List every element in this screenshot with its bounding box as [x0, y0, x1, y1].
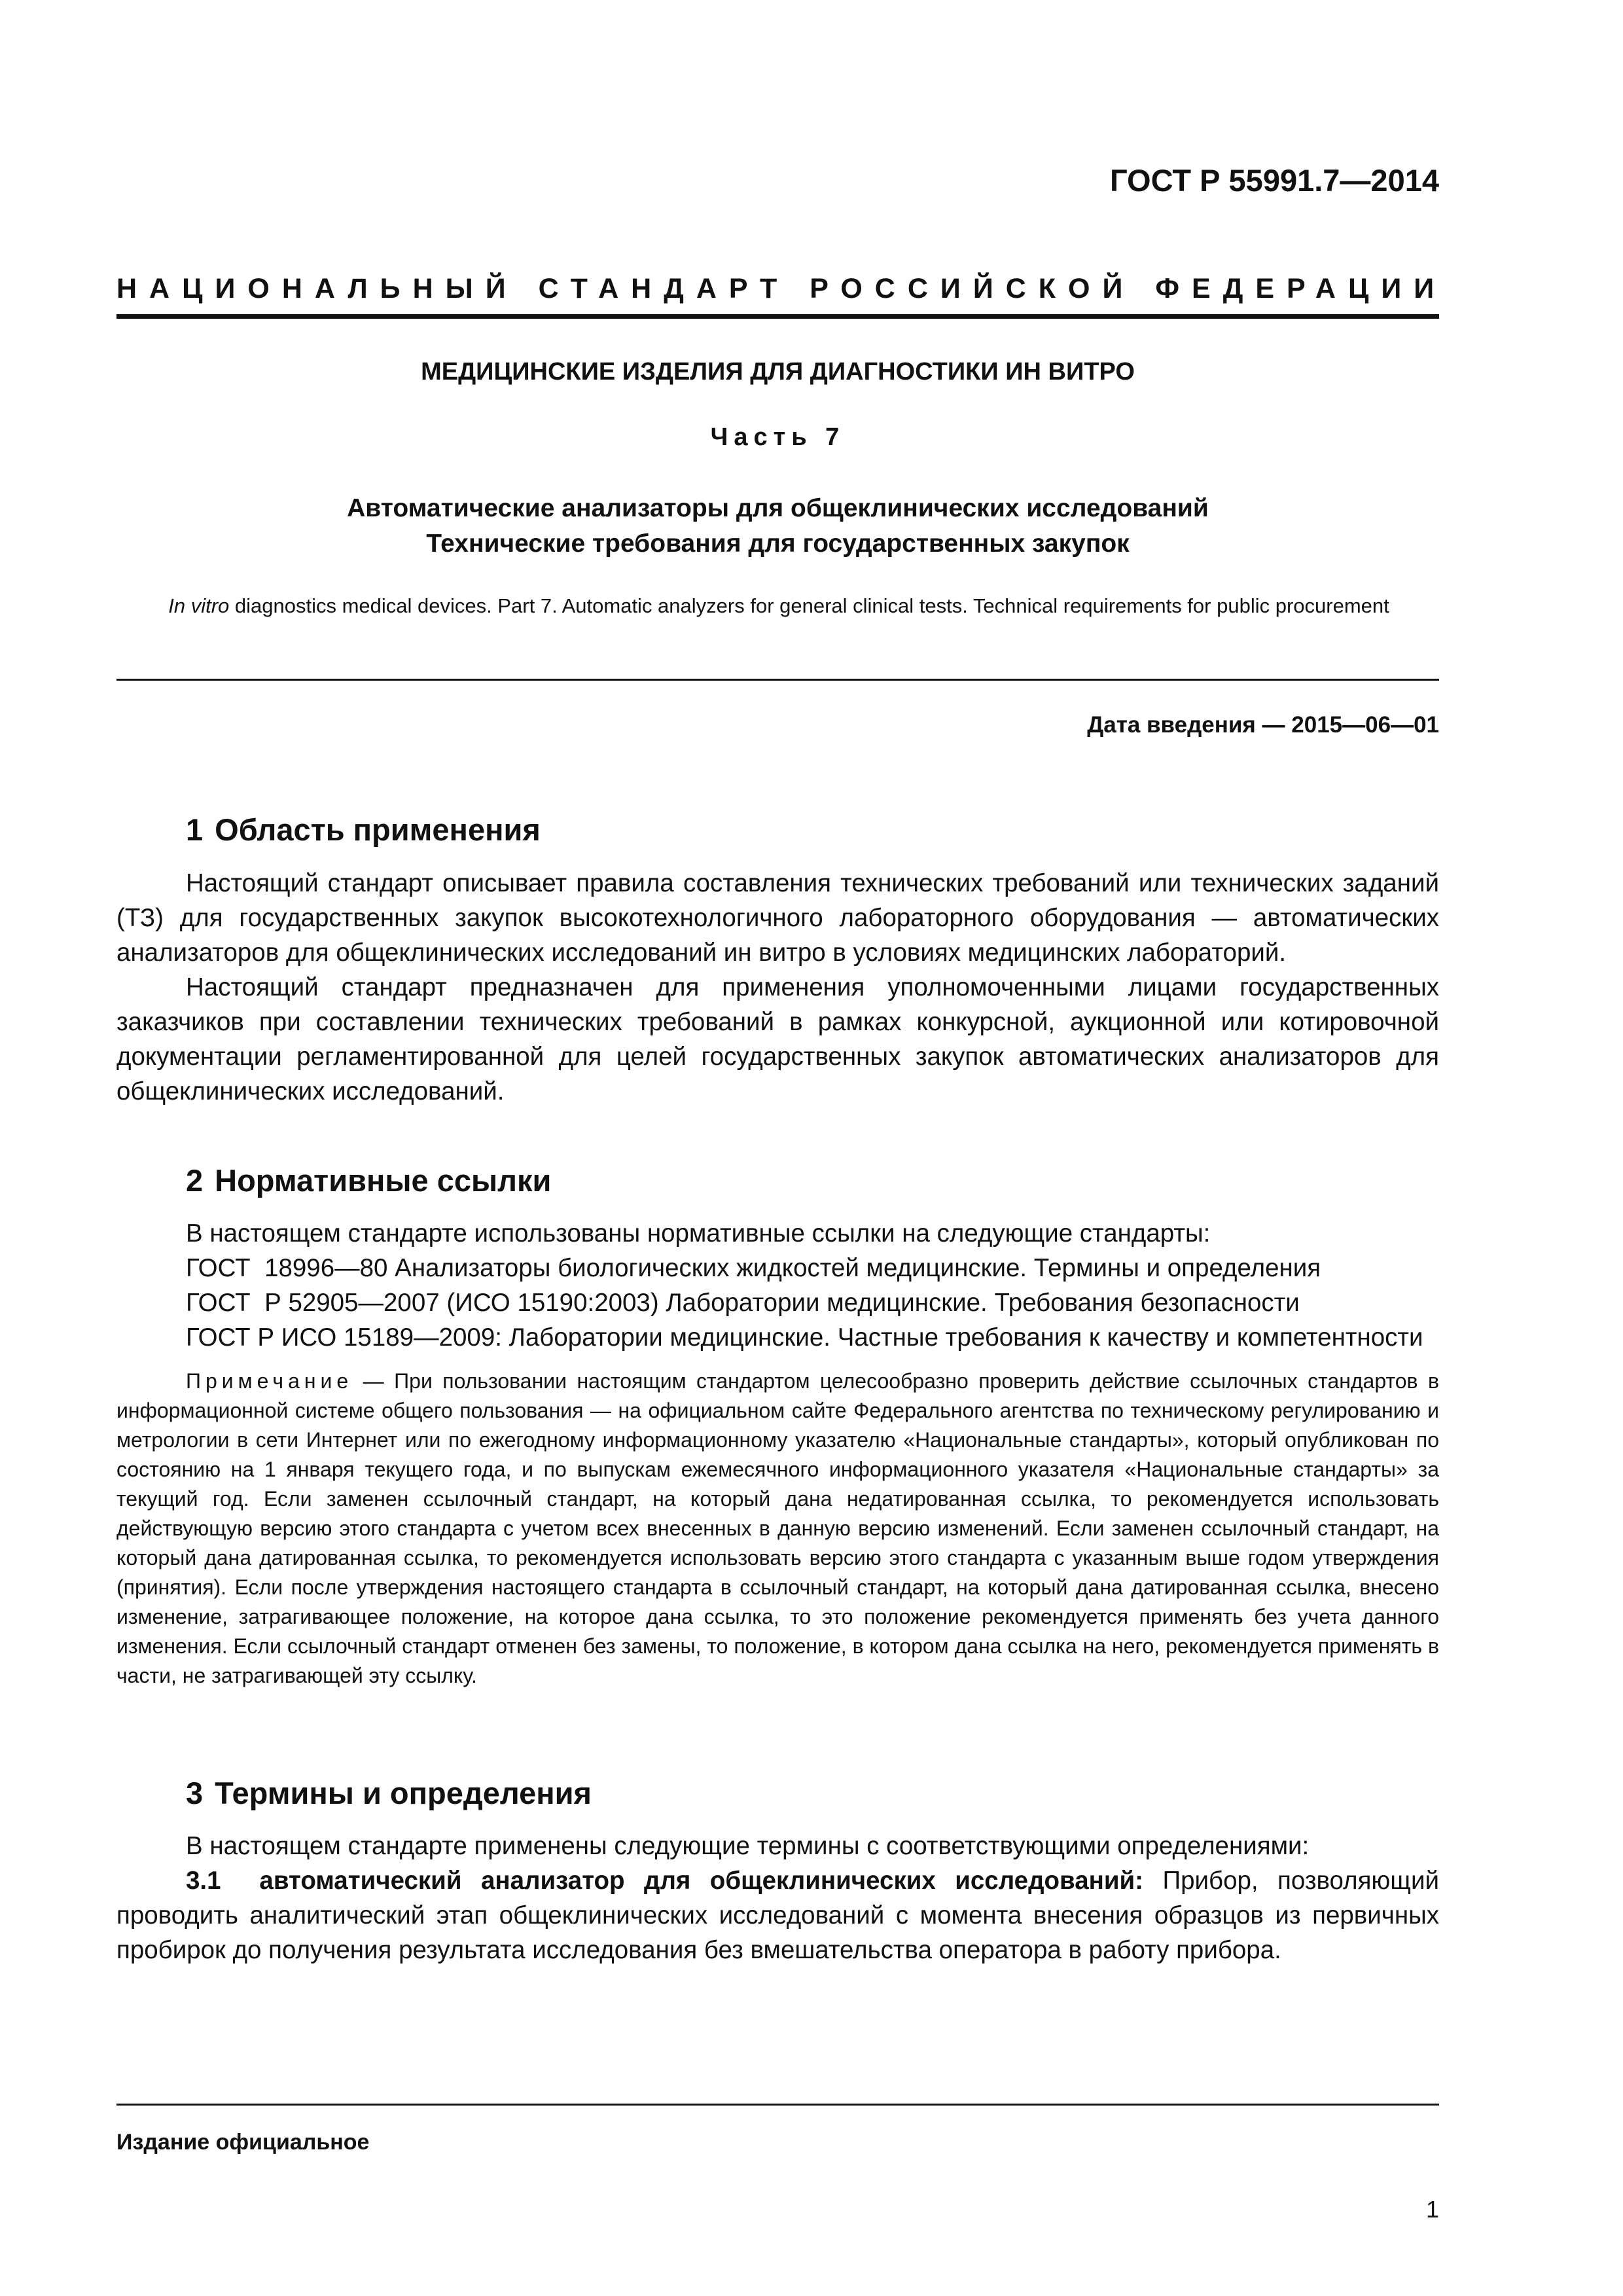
section-3-intro: В настоящем стандарте применены следующие термины с соответствующими определениями: [186, 1832, 1310, 1860]
header-rule [116, 314, 1439, 319]
english-title-text: diagnostics medical devices. Part 7. Automatic analyzers for general clinical tests. Technical requirements for public procurement [229, 594, 1389, 617]
subtitle-line-1: Автоматические анализаторы для общеклинических исследований [347, 494, 1209, 522]
part-title: Часть 7 [710, 423, 846, 451]
section-2-heading [186, 1162, 551, 1198]
term-3-1-term: автоматический анализатор для общеклинических исследований: [259, 1867, 1144, 1895]
section-3-body [116, 1829, 1439, 1967]
section-1-title: Область применения [215, 812, 541, 847]
section-1-heading [186, 812, 541, 848]
section-1-number: 1 [186, 812, 204, 847]
national-standard-heading: НАЦИОНАЛЬНЫЙ СТАНДАРТ РОССИЙСКОЙ ФЕДЕРАЦИИ [116, 273, 1447, 304]
page-number: 1 [1425, 2196, 1439, 2223]
section-1-paragraph-1: Настоящий стандарт описывает правила составления технических требований или технических заданий (ТЗ) для государственных закупок высокотехнологичного лабораторного оборудования — автоматических анализаторов для общеклинических исследований ин витро в условиях медицинских лабораторий. [116, 869, 1439, 967]
section-2-number: 2 [186, 1163, 204, 1198]
subtitle [116, 491, 1439, 562]
section-2-note [116, 1367, 1439, 1691]
reference-gost-52905: ГОСТ Р 52905—2007 (ИСО 15190:2003) Лаборатории медицинские. Требования безопасности [186, 1289, 1300, 1317]
note-label: Примечание [186, 1369, 353, 1393]
standard-number: ГОСТ Р 55991.7—2014 [1110, 163, 1439, 198]
section-3-number: 3 [186, 1776, 204, 1810]
introduction-date: Дата введения — 2015—06—01 [1087, 712, 1439, 738]
official-edition-label: Издание официальное [116, 2130, 370, 2155]
section-2-title: Нормативные ссылки [215, 1163, 552, 1198]
title-rule [116, 679, 1439, 681]
term-3-1-number: 3.1 [186, 1867, 221, 1895]
note-text: — При пользовании настоящим стандартом целесообразно проверить действие ссылочных стандартов в информационной системе общего пользования — на официальном сайте Федерального агентства по техническому регулированию и метрологии в сети Интернет или по ежегодному информационному указателю «Национальные стандарты», который опубликован по состоянию на 1 января текущего года, и по выпускам ежемесячного информационного указателя «Национальные стандарты» за текущий год. Если заменен ссылочный стандарт, на который дана недатированная ссылка, то рекомендуется использовать действующую версию этого стандарта с учетом всех внесенных в данную версию изменений. Если заменен ссылочный стандарт, на который дана датированная ссылка, то рекомендуется использовать версию этого стандарта с указанным выше годом утверждения (принятия). Если после утверждения настоящего стандарта в ссылочный стандарт, на который дана датированная ссылка, внесено изменение, затрагивающее положение, на которое дана ссылка, то это положение рекомендуется применять без учета данного изменения. Если ссылочный стандарт отменен без замены, то положение, в котором дана ссылка на него, рекомендуется применять в части, не затрагивающей эту ссылку. [116, 1369, 1439, 1687]
reference-gost-iso-15189: ГОСТ Р ИСО 15189—2009: Лаборатории медицинские. Частные требования к качеству и компетентности [186, 1323, 1423, 1352]
section-2-intro: В настоящем стандарте использованы нормативные ссылки на следующие стандарты: [186, 1219, 1211, 1247]
term-3-1 [116, 1863, 1439, 1967]
english-title [164, 590, 1394, 622]
english-title-italic: In vitro [168, 594, 230, 617]
section-1-body [116, 866, 1439, 1109]
subtitle-line-2: Технические требования для государственных закупок [426, 529, 1130, 558]
section-1-paragraph-2: Настоящий стандарт предназначен для применения уполномоченными лицами государственных заказчиков при составлении технических требований в рамках конкурсной, аукционной или котировочной документации регламентированной для целей государственных закупок автоматических анализаторов для общеклинических исследований. [116, 973, 1439, 1105]
reference-gost-18996: ГОСТ 18996—80 Анализаторы биологических жидкостей медицинские. Термины и определения [186, 1254, 1321, 1282]
term-3-1-definition: Прибор, позволяющий проводить аналитический этап общеклинических исследований с момента внесения образцов из первичных пробирок до получения результата исследования без вмешательства оператора в работу прибора. [116, 1867, 1439, 1964]
section-3-title: Термины и определения [215, 1776, 592, 1810]
section-2-body [116, 1216, 1439, 1691]
document-title: МЕДИЦИНСКИЕ ИЗДЕЛИЯ ДЛЯ ДИАГНОСТИКИ ИН ВИТРО [421, 358, 1135, 386]
section-3-heading [186, 1775, 592, 1811]
footer-rule [116, 2104, 1439, 2106]
